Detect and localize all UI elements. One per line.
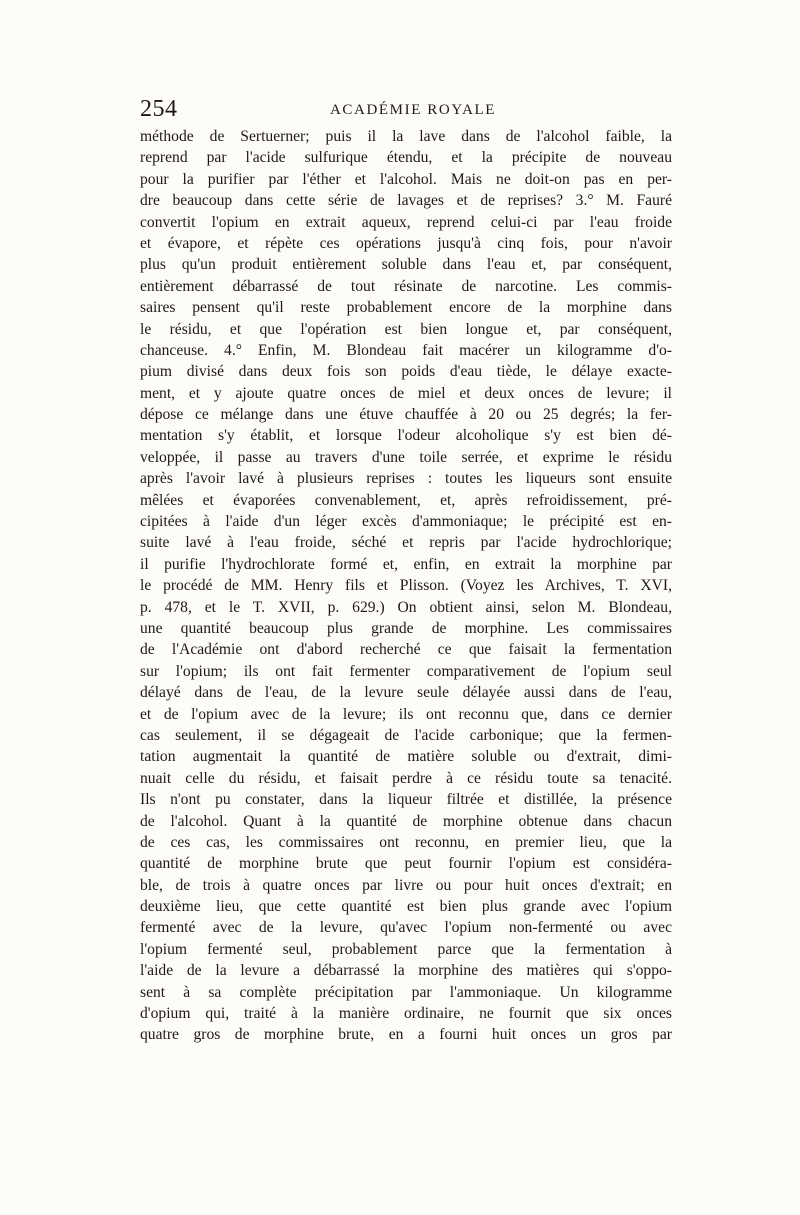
text-line: d'opium qui, traité à la manière ordinaire, ne fournit que six onces (140, 1005, 672, 1023)
running-head: ACADÉMIE ROYALE (330, 102, 497, 118)
text-line: sur l'opium; ils ont fait fermenter comparativement de l'opium seul (140, 662, 672, 680)
text-line: dépose ce mélange dans une étuve chauffée à 20 ou 25 degrés; la fer- (140, 406, 672, 424)
text-line: méthode de Sertuerner; puis il la lave dans de l'alcohol faible, la (140, 128, 672, 145)
text-line: veloppée, il passe au travers d'une toile serrée, et exprime le résidu (140, 448, 672, 466)
text-line: tation augmentait la quantité de matière soluble ou d'extrait, dimi- (140, 748, 672, 766)
page-number: 254 (140, 96, 178, 122)
text-line: et évapore, et répète ces opérations jusqu'à cinq fois, pour n'avoir (140, 234, 672, 252)
text-line: quantité de morphine brute que peut fournir l'opium est considéra- (140, 855, 672, 873)
text-line: plus qu'un produit entièrement soluble dans l'eau et, par conséquent, (140, 256, 672, 274)
text-line: deuxième lieu, que cette quantité est bien plus grande avec l'opium (140, 898, 672, 916)
page-header (140, 96, 670, 126)
text-line: suite lavé à l'eau froide, séché et repris par l'acide hydrochlorique; (140, 534, 672, 552)
text-line: de ces cas, les commissaires ont reconnu, en premier lieu, que la (140, 833, 672, 851)
text-line: une quantité beaucoup plus grande de morphine. Les commissaires (140, 619, 672, 637)
text-line: ment, et y ajoute quatre onces de miel et deux onces de levure; il (140, 384, 672, 402)
text-line: dre beaucoup dans cette série de lavages et de reprises? 3.° M. Fauré (140, 192, 672, 210)
text-line: cipitées à l'aide d'un léger excès d'ammoniaque; le précipité est en- (140, 513, 672, 531)
text-line: pour la purifier par l'éther et l'alcohol. Mais ne doit-on pas en per- (140, 170, 672, 188)
text-line: de l'Académie ont d'abord recherché ce que faisait la fermentation (140, 641, 672, 659)
text-line: il purifie l'hydrochlorate formé et, enfin, en extrait la morphine par (140, 555, 672, 573)
text-line: le résidu, et que l'opération est bien longue et, par conséquent, (140, 320, 672, 338)
text-line: pium divisé dans deux fois son poids d'eau tiède, le délaye exacte- (140, 363, 672, 381)
text-line: de l'alcohol. Quant à la quantité de morphine obtenue dans chacun (140, 812, 672, 830)
text-line: nuait celle du résidu, et faisait perdre à ce résidu toute sa tenacité. (140, 769, 672, 787)
text-line: mentation s'y établit, et lorsque l'odeur alcoholique s'y est bien dé- (140, 427, 672, 445)
text-line: convertit l'opium en extrait aqueux, reprend celui-ci par l'eau froide (140, 213, 672, 231)
text-line: mêlées et évaporées convenablement, et, après refroidissement, pré- (140, 491, 672, 509)
text-line: fermenté avec de la levure, qu'avec l'opium non-fermenté ou avec (140, 919, 672, 937)
text-line: saires pensent qu'il reste probablement encore de la morphine dans (140, 299, 672, 317)
text-line: cas seulement, il se dégageait de l'acide carbonique; que la fermen- (140, 726, 672, 744)
text-line: Ils n'ont pu constater, dans la liqueur filtrée et distillée, la présence (140, 791, 672, 809)
text-line: ble, de trois à quatre onces par livre ou pour huit onces d'extrait; en (140, 876, 672, 894)
text-line: délayé dans de l'eau, de la levure seule délayée aussi dans de l'eau, (140, 684, 672, 702)
text-line: reprend par l'acide sulfurique étendu, et la précipite de nouveau (140, 149, 672, 167)
body-text (140, 126, 672, 1046)
text-line: chanceuse. 4.° Enfin, M. Blondeau fait macérer un kilogramme d'o- (140, 341, 672, 359)
text-line: et de l'opium avec de la levure; ils ont reconnu que, dans ce dernier (140, 705, 672, 723)
text-line: après l'avoir lavé à plusieurs reprises : toutes les liqueurs sont ensuite (140, 470, 672, 488)
text-line: le procédé de MM. Henry fils et Plisson. (Voyez les Archives, T. XVI, (140, 577, 672, 595)
text-line: l'opium fermenté seul, probablement parce que la fermentation à (140, 940, 672, 958)
text-line: p. 478, et le T. XVII, p. 629.) On obtient ainsi, selon M. Blondeau, (140, 598, 672, 616)
text-line: l'aide de la levure a débarrassé la morphine des matières qui s'oppo- (140, 962, 672, 980)
text-line: entièrement débarrassé de tout résinate de narcotine. Les commis- (140, 277, 672, 295)
text-line: quatre gros de morphine brute, en a fourni huit onces un gros par (140, 1026, 672, 1044)
text-line: sent à sa complète précipitation par l'ammoniaque. Un kilogramme (140, 983, 672, 1001)
